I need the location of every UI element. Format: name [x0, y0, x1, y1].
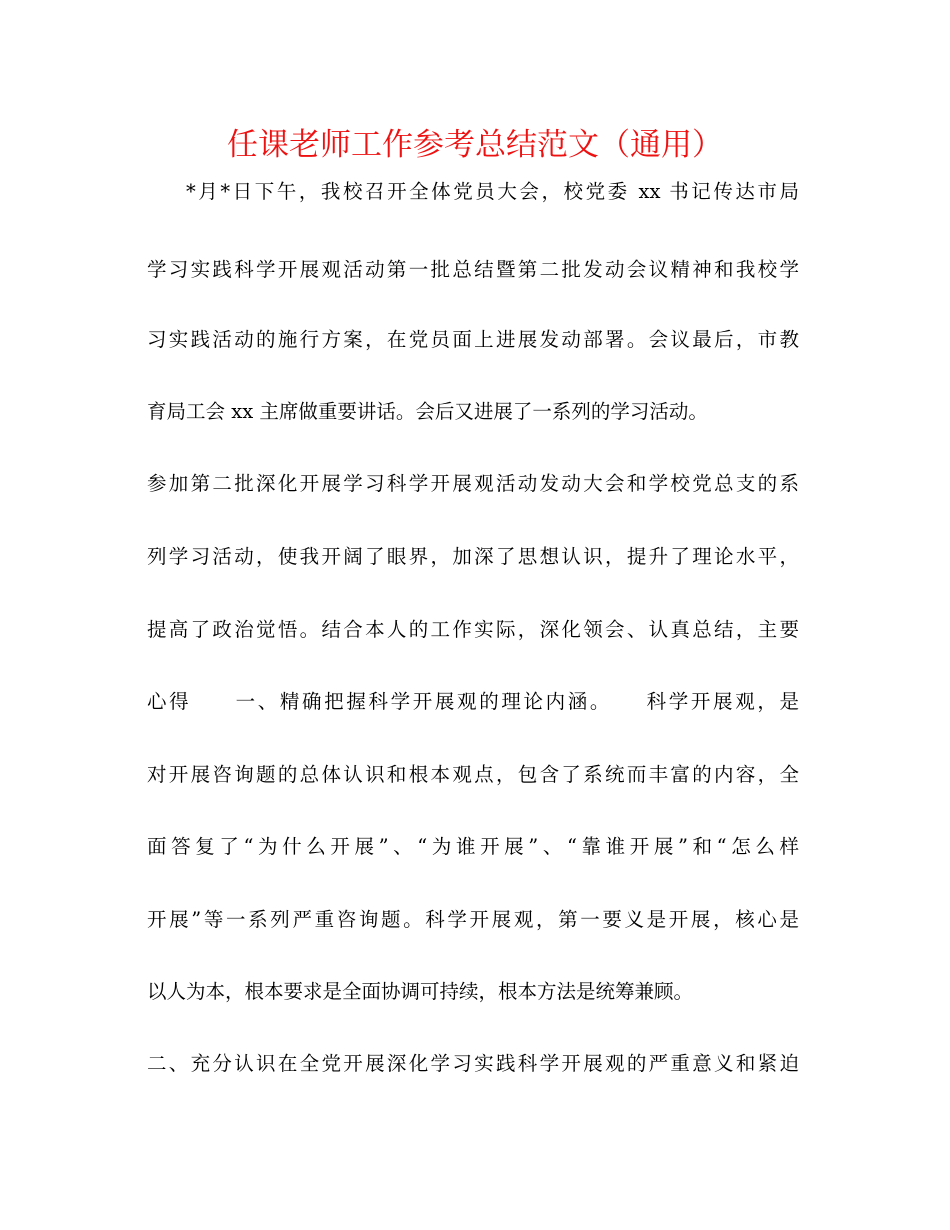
body-line: 对开展咨询题的总体认识和根本观点，包含了系统而丰富的内容，全 — [147, 763, 799, 786]
body-line: 二、充分认识在全党开展深化学习实践科学开展观的严重意义和紧迫 — [147, 1052, 799, 1075]
body-line: 提高了政治觉悟。结合本人的工作实际，深化领会、认真总结，主要 — [147, 618, 799, 641]
document-title: 任课老师工作参考总结范文（通用） — [227, 127, 723, 163]
body-line: 开展”等一系列严重咨询题。科学开展观，第一要义是开展，核心是 — [147, 908, 799, 931]
body-line: 学习实践科学开展观活动第一批总结暨第二批发动会议精神和我校学 — [147, 258, 799, 281]
body-line: 参加第二批深化开展学习科学开展观活动发动大会和学校党总支的系 — [147, 472, 799, 495]
body-line: 面答复了“为什么开展”、“为谁开展”、“靠谁开展”和“怎么样 — [147, 835, 799, 858]
body-line: 育局工会 xx 主席做重要讲话。会后又进展了一系列的学习活动。 — [147, 400, 708, 423]
body-line: 心得 一、精确把握科学开展观的理论内涵。 科学开展观，是 — [147, 690, 799, 713]
body-line: *月*日下午，我校召开全体党员大会，校党委 xx 书记传达市局 — [186, 180, 799, 203]
body-line: 习实践活动的施行方案，在党员面上进展发动部署。会议最后，市教 — [147, 328, 799, 351]
body-line: 以人为本，根本要求是全面协调可持续，根本方法是统筹兼顾。 — [147, 980, 694, 1003]
body-line: 列学习活动，使我开阔了眼界，加深了思想认识，提升了理论水平， — [147, 545, 799, 568]
